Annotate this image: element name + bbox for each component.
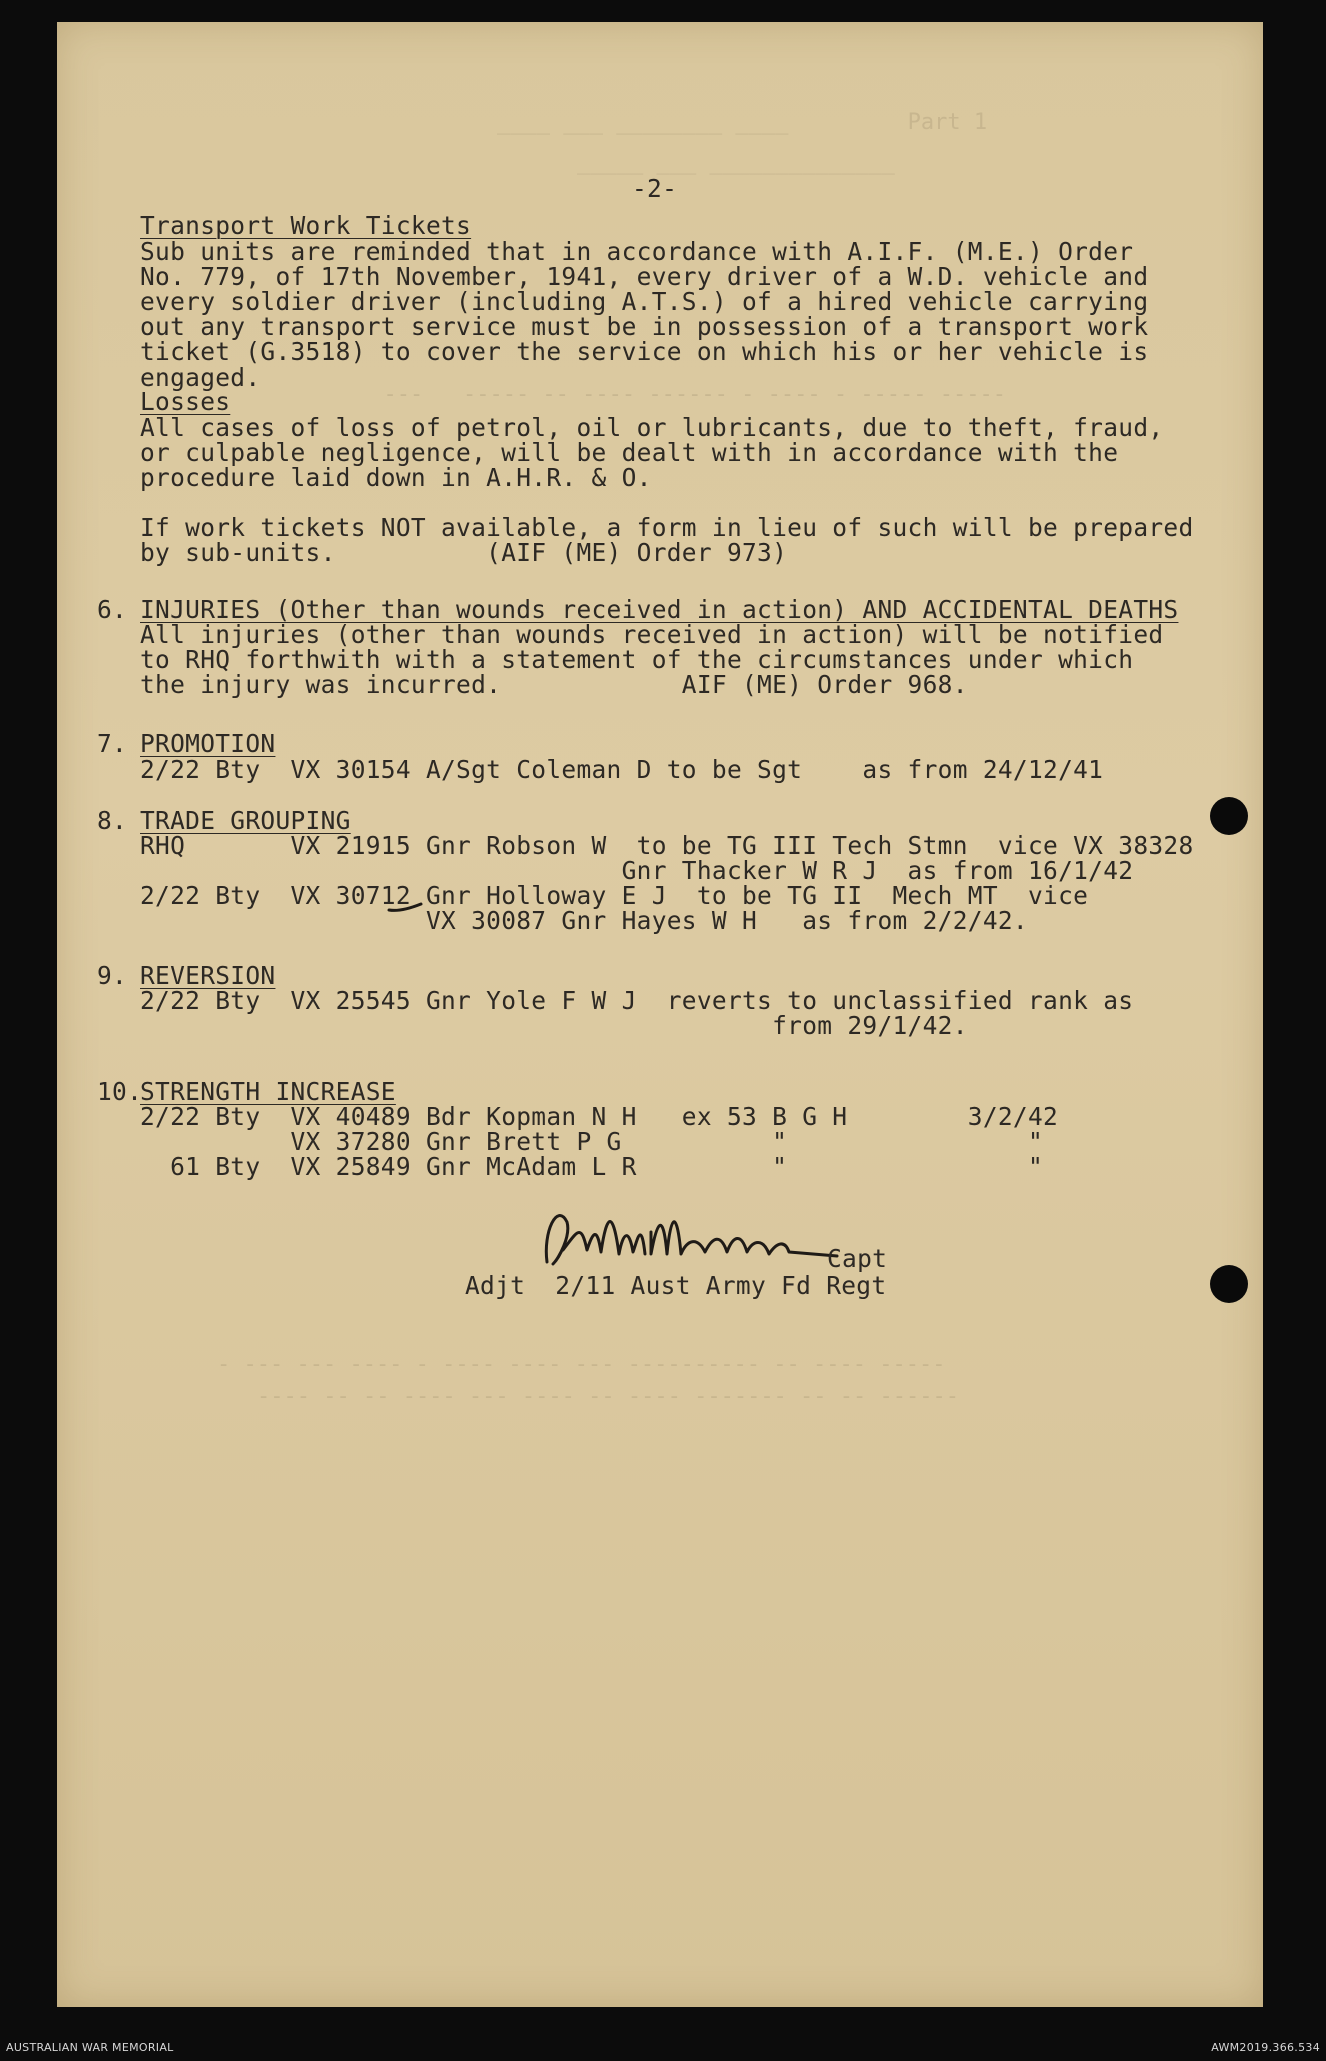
losses-line: procedure laid down in A.H.R. & O. xyxy=(140,463,652,492)
bleed-through-text: ---- -- -- ---- --- ---- -- ---- ------- -- -- ------ xyxy=(257,1384,959,1409)
losses-heading: Losses xyxy=(140,387,231,416)
strength-increase-heading: STRENGTH INCREASE xyxy=(140,1077,396,1106)
reversion-line: 2/22 Bty VX 25545 Gnr Yole F W J reverts to unclassified rank as xyxy=(140,986,1134,1015)
signature-rank: Capt xyxy=(827,1244,888,1273)
strength-line: 61 Bty VX 25849 Gnr McAdam L R " " xyxy=(140,1152,1044,1181)
transport-heading: Transport Work Tickets xyxy=(140,211,472,240)
page-number: -2- xyxy=(632,174,678,203)
transport-line: every soldier driver (including A.T.S.) of a hired vehicle carrying xyxy=(140,287,1149,316)
bleed-through-text: _____ ___ ______________ xyxy=(577,150,895,175)
bleed-through-text: --- ----- -- ---- ------ - ---- - ----- ----- xyxy=(357,382,1007,407)
transport-line: Sub units are reminded that in accordance with A.I.F. (M.E.) Order xyxy=(140,237,1134,266)
document-page xyxy=(57,22,1263,2007)
losses-line: All cases of loss of petrol, oil or lubricants, due to theft, fraud, xyxy=(140,413,1164,442)
punch-hole xyxy=(1210,797,1248,835)
strength-line: VX 37280 Gnr Brett P G " " xyxy=(140,1127,1044,1156)
section-number: 8. xyxy=(97,806,128,835)
pencil-tick-mark xyxy=(387,900,423,914)
handwritten-signature xyxy=(537,1192,857,1282)
signature-title: Adjt 2/11 Aust Army Fd Regt xyxy=(465,1271,887,1300)
bleed-through-text: - --- --- ---- - ---- ---- --- ---------- -- ---- ----- xyxy=(217,1352,946,1377)
archive-reference: AWM2019.366.534 xyxy=(1211,2041,1320,2054)
transport-line: out any transport service must be in possession of a transport work xyxy=(140,312,1149,341)
trade-grouping-line: Gnr Thacker W R J as from 16/1/42 xyxy=(140,856,1134,885)
bleed-through-text: ____ ___ ________ ____ Part 1 xyxy=(497,110,988,135)
strength-line: 2/22 Bty VX 40489 Bdr Kopman N H ex 53 B G H 3/2/42 xyxy=(140,1102,1059,1131)
trade-grouping-heading: TRADE GROUPING xyxy=(140,806,351,835)
trade-grouping-line: 2/22 Bty VX 30712 Gnr Holloway E J to be TG II Mech MT vice xyxy=(140,881,1089,910)
reversion-heading: REVERSION xyxy=(140,961,276,990)
trade-grouping-line: RHQ VX 21915 Gnr Robson W to be TG III Tech Stmn vice VX 38328 xyxy=(140,831,1194,860)
trade-grouping-line: VX 30087 Gnr Hayes W H as from 2/2/42. xyxy=(140,906,1028,935)
losses-note-line: If work tickets NOT available, a form in lieu of such will be prepared xyxy=(140,513,1194,542)
section-number: 6. xyxy=(97,595,128,624)
transport-line: ticket (G.3518) to cover the service on which his or her vehicle is xyxy=(140,337,1149,366)
promotion-line: 2/22 Bty VX 30154 A/Sgt Coleman D to be Sgt as from 24/12/41 xyxy=(140,755,1104,784)
punch-hole xyxy=(1210,1265,1248,1303)
injuries-line: All injuries (other than wounds received in action) will be notified xyxy=(140,620,1164,649)
injuries-heading: INJURIES (Other than wounds received in action) AND ACCIDENTAL DEATHS xyxy=(140,595,1179,624)
injuries-line: the injury was incurred. AIF (ME) Order 968. xyxy=(140,670,968,699)
reversion-line: from 29/1/42. xyxy=(140,1011,968,1040)
losses-line: or culpable negligence, will be dealt with in accordance with the xyxy=(140,438,1119,467)
archive-credit: AUSTRALIAN WAR MEMORIAL xyxy=(6,2041,174,2054)
injuries-line: to RHQ forthwith with a statement of the circumstances under which xyxy=(140,645,1134,674)
section-number: 9. xyxy=(97,961,128,990)
transport-line: engaged. xyxy=(140,363,261,392)
transport-line: No. 779, of 17th November, 1941, every driver of a W.D. vehicle and xyxy=(140,262,1149,291)
losses-note-line: by sub-units. (AIF (ME) Order 973) xyxy=(140,538,788,567)
section-number: 7. xyxy=(97,729,128,758)
promotion-heading: PROMOTION xyxy=(140,729,276,758)
section-number: 10. xyxy=(97,1077,143,1106)
